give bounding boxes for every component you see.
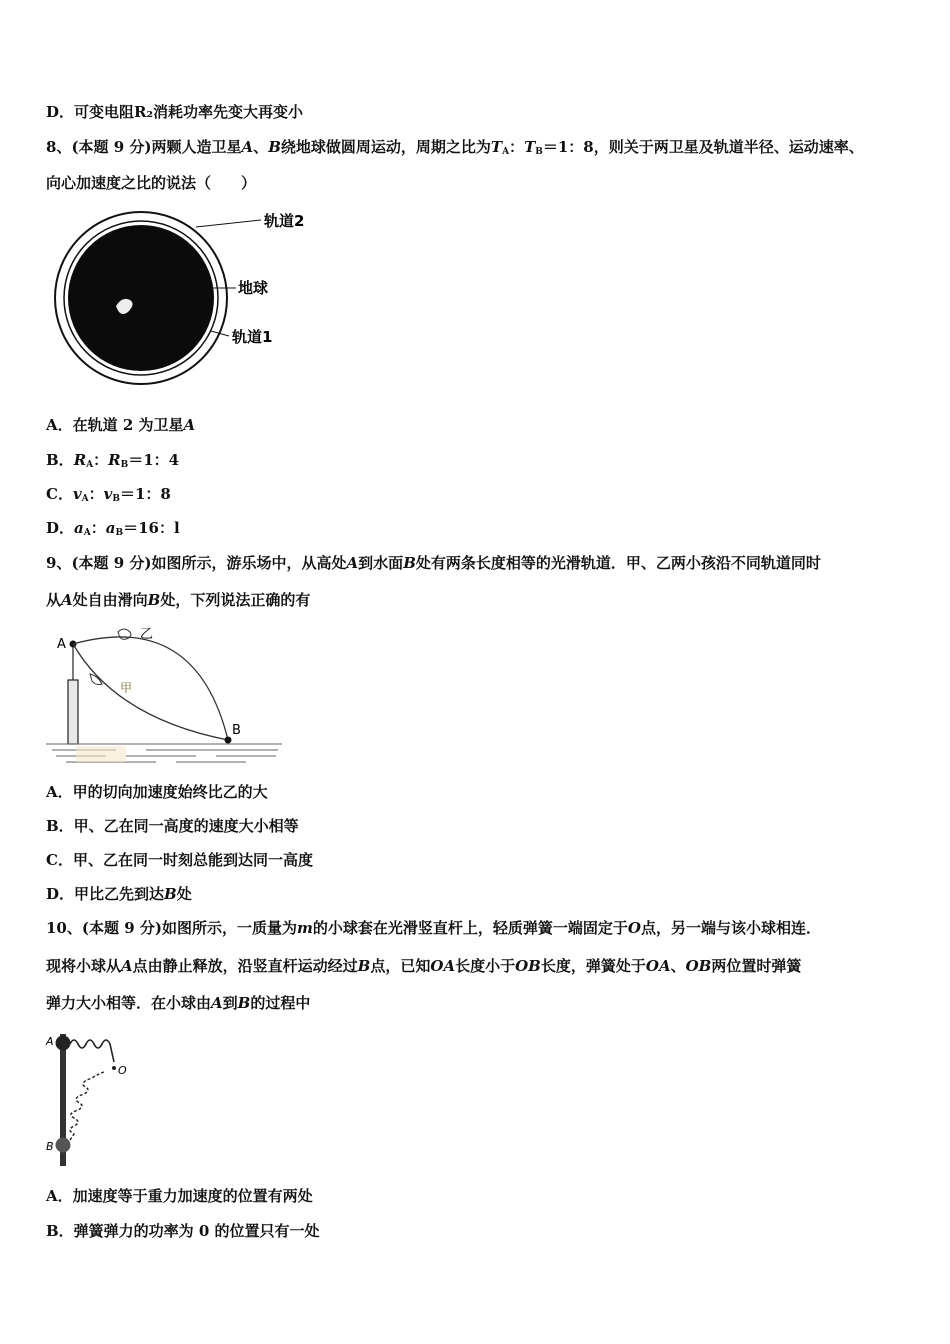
- q9-option-b: B．甲、乙在同一高度的速度大小相等: [46, 817, 299, 835]
- orbit-figure: [46, 200, 316, 390]
- q9-stem-line-2: 从A处自由滑向B处，下列说法正确的有: [46, 591, 311, 609]
- tower-pillar: [68, 680, 78, 744]
- label-o: O: [118, 1064, 127, 1077]
- track-yi: [73, 637, 228, 740]
- q10-stem-line-1: 10、(本题 9 分)如图所示，一质量为m的小球套在光滑竖直杆上，轻质弹簧一端固定于O点，另一端与该小球相连．: [46, 919, 821, 937]
- q9-option-d: D．甲比乙先到达B处: [46, 885, 192, 903]
- q8-stem-line-1: 8、(本题 9 分)两颗人造卫星A、B绕地球做圆周运动，周期之比为$T_A$：$T_B=1$：8，则关于两卫星及轨道半径、运动速率、: [46, 138, 864, 157]
- q8-option-a: A．在轨道 2 为卫星A: [46, 416, 196, 434]
- ball-a: [56, 1036, 71, 1051]
- track-jia: [73, 644, 228, 740]
- child-yi: [118, 629, 131, 639]
- earth-disk: [68, 225, 214, 371]
- point-b: [225, 737, 232, 744]
- q8-stem-line-2: 向心加速度之比的说法（ ）: [46, 174, 257, 192]
- label-a: A: [57, 637, 66, 652]
- q8-option-b: B．$R_A$：$R_B=1$：4: [46, 451, 180, 470]
- label-b: B: [46, 1140, 54, 1153]
- label-yi: 乙: [140, 627, 154, 642]
- q10-option-a: A．加速度等于重力加速度的位置有两处: [46, 1187, 313, 1205]
- slide-figure: [46, 618, 286, 768]
- earth-label: 地球: [238, 279, 269, 297]
- spring-ob: [70, 1072, 104, 1140]
- q7-option-d: D．可变电阻R₂消耗功率先变大再变小: [46, 103, 304, 121]
- q10-stem-line-3: 弹力大小相等．在小球由A到B的过程中: [46, 994, 311, 1012]
- fixed-point-o: [112, 1066, 116, 1070]
- ball-b: [56, 1138, 71, 1153]
- q10-stem-line-2: 现将小球从A点由静止释放，沿竖直杆运动经过B点，已知OA长度小于OB长度，弹簧处于OA、OB两位置时弹簧: [46, 957, 802, 975]
- q10-option-b: B．弹簧弹力的功率为 0 的位置只有一处: [46, 1222, 320, 1240]
- orbit-2-label: 轨道2: [264, 212, 305, 230]
- q9-option-a: A．甲的切向加速度始终比乙的大: [46, 783, 268, 801]
- label-jia: 甲: [120, 681, 133, 695]
- q9-stem-line-1: 9、(本题 9 分)如图所示，游乐场中，从高处A到水面B处有两条长度相等的光滑轨道．甲、乙两小孩沿不同轨道同时: [46, 554, 821, 572]
- q8-option-d: D．$a_A$：$a_B=16$：l: [46, 519, 180, 538]
- q9-option-c: C．甲、乙在同一时刻总能到达同一高度: [46, 851, 313, 869]
- spring-figure: [40, 1028, 150, 1173]
- q8-option-c: C．$v_A$：$v_B=1$：8: [46, 485, 171, 504]
- label-b: B: [232, 723, 241, 738]
- orbit-1-label: 轨道1: [232, 328, 273, 346]
- label-a: A: [46, 1035, 54, 1048]
- spring-oa: [70, 1040, 114, 1062]
